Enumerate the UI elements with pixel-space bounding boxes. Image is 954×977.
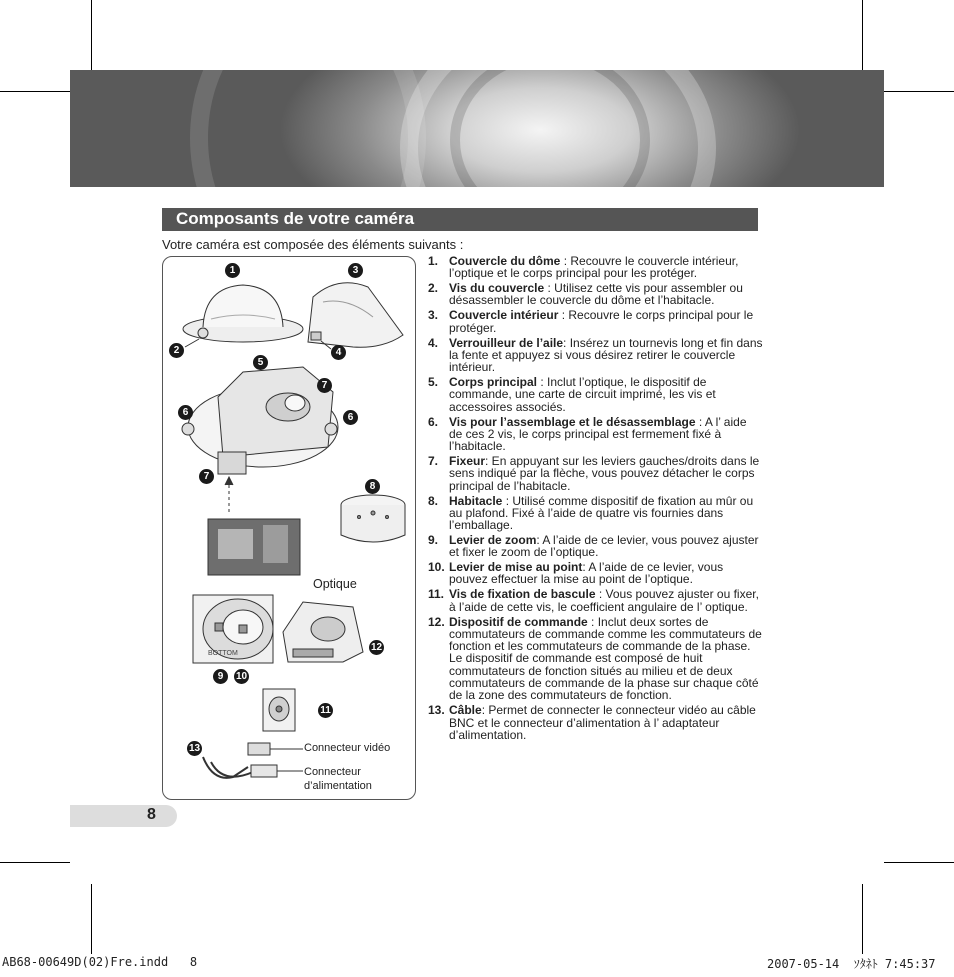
footer-file-info: AB68-00649D(02)Fre.indd 8 <box>2 955 198 969</box>
lens-levers-drawing <box>193 595 273 663</box>
list-item-text <box>449 616 763 702</box>
list-item-number: 11. <box>428 587 445 602</box>
callout-7-top: 7 <box>317 378 332 393</box>
list-item <box>428 704 763 741</box>
list-item-term: Couvercle du dôme <box>449 254 561 268</box>
crop-mark <box>91 0 92 70</box>
list-item-description: : En appuyant sur les leviers gauches/droits dans le sens indiqué par la flèche, vous pouvez détacher le corps principal de l’habitacle. <box>449 454 760 493</box>
crop-mark <box>862 0 863 70</box>
list-item-number: 9. <box>428 532 439 547</box>
callout-11: 11 <box>318 703 333 718</box>
list-item-term: Vis du couvercle <box>449 281 545 296</box>
list-item <box>428 534 763 559</box>
list-item-term: Dispositif de commande <box>449 614 588 629</box>
crop-mark <box>0 862 70 863</box>
callout-2: 2 <box>169 343 184 358</box>
list-item-number: 8. <box>428 493 439 508</box>
list-item-text <box>449 416 763 453</box>
callout-3: 3 <box>348 263 363 278</box>
list-item-term: Corps principal <box>449 375 538 390</box>
callout-13: 13 <box>188 743 201 754</box>
components-figure <box>162 256 416 800</box>
callout-9: 9 <box>213 669 228 684</box>
crop-mark <box>0 91 70 92</box>
list-item-number: 6. <box>428 414 439 429</box>
list-item <box>428 376 763 413</box>
list-item-term: Habitacle <box>449 493 503 508</box>
optique-label: Optique <box>313 577 357 591</box>
main-body-drawing <box>182 367 338 515</box>
housing-drawing <box>341 495 405 542</box>
list-item-text <box>449 704 763 741</box>
list-item-number: 13. <box>428 703 445 718</box>
list-item-number: 10. <box>428 560 445 575</box>
intro-text: Votre caméra est composée des éléments suivants : <box>162 237 464 252</box>
list-item <box>428 588 763 613</box>
callout-10: 10 <box>235 671 248 682</box>
list-item-text <box>449 376 763 413</box>
list-item-description: : A l’aide de ce levier, vous pouvez effectuer la mise au point de l’optique. <box>449 560 724 587</box>
list-item-number: 7. <box>428 454 439 469</box>
video-connector-label: Connecteur vidéo <box>304 742 391 754</box>
callout-8: 8 <box>365 479 380 494</box>
list-item-term: Vis pour l’assemblage et le désassemblage <box>449 414 696 429</box>
power-connector-label-line1: Connecteur <box>304 766 361 778</box>
list-item-text <box>449 495 763 532</box>
callout-7-bottom: 7 <box>199 469 214 484</box>
list-item <box>428 282 763 307</box>
cable-drawing <box>203 743 303 778</box>
list-item-number: 5. <box>428 375 439 390</box>
callout-1: 1 <box>225 263 240 278</box>
list-item <box>428 495 763 532</box>
callout-5: 5 <box>253 355 268 370</box>
list-item-number: 4. <box>428 335 439 350</box>
crop-mark <box>884 91 954 92</box>
list-item-number: 3. <box>428 308 439 323</box>
list-item-term: Couvercle intérieur <box>449 308 559 323</box>
list-item-number: 2. <box>428 281 439 296</box>
list-item <box>428 255 763 280</box>
list-item-description: : Utilisez cette vis pour assembler ou désassembler le couvercle du dôme et l’habitacle. <box>449 281 743 308</box>
section-title: Composants de votre caméra <box>176 209 415 228</box>
header-banner-image <box>70 70 884 187</box>
crop-mark <box>862 884 863 954</box>
list-item <box>428 337 763 374</box>
list-item-description: : Insérez un tournevis long et fin dans la fente et appuyez si vous désirez retirer le couvercle intérieur. <box>449 335 763 375</box>
list-item-description: : Vous pouvez ajuster ou fixer, à l’aide de cette vis, le coefficient angulaire de l’ optique. <box>449 587 759 614</box>
crop-mark <box>91 884 92 954</box>
power-connector-label-line2: d’alimentation <box>304 780 372 792</box>
control-switch-drawing <box>283 602 363 662</box>
list-item <box>428 455 763 492</box>
page-number: 8 <box>147 806 156 823</box>
components-illustration <box>163 257 415 799</box>
list-item-term: Verrouilleur de l’aile <box>449 335 564 350</box>
list-item-description: : Recouvre le corps principal pour le protéger. <box>449 308 754 335</box>
tilt-screw-drawing <box>263 689 295 731</box>
section-title-bar <box>162 208 758 231</box>
list-item-term: Câble <box>449 703 482 718</box>
callout-4: 4 <box>331 345 346 360</box>
list-item-description: : Inclut deux sortes de commutateurs de commande comme les commutateurs de fonction et les commutateurs de commande de la phase. Le dispositif de commande est composé de huit commutateurs de fonction situés au milieu et de deux commutateurs de commande de la phase sur chaque côté de la zone des commutateurs de fonction. <box>449 614 762 703</box>
list-item-description: : Utilisé comme dispositif de fixation au mûr ou au plafond. Fixé à l’aide de quatre vis fournies dans l’emballage. <box>449 493 754 533</box>
list-item-text <box>449 534 763 559</box>
list-item-term: Vis de fixation de bascule <box>449 587 596 602</box>
list-item-term: Levier de mise au point <box>449 560 583 575</box>
list-item-number: 12. <box>428 614 445 629</box>
list-item-text <box>449 255 763 280</box>
list-item <box>428 561 763 586</box>
components-list <box>428 255 763 744</box>
dome-cover-drawing <box>183 285 303 347</box>
list-item-number: 1. <box>428 254 439 268</box>
list-item-description: : Permet de connecter le connecteur vidéo au câble BNC et le connecteur d’alimentation à l’ adaptateur d’alimentation. <box>449 703 756 742</box>
list-item-description: : A l’ aide de ces 2 vis, le corps principal est fermement fixé à l’habitacle. <box>449 414 747 454</box>
list-item-description: : Inclut l’optique, le dispositif de commande, une carte de circuit imprimé, les vis et accessoires associés. <box>449 375 716 414</box>
callout-12: 12 <box>370 642 383 653</box>
list-item <box>428 309 763 334</box>
list-item-term: Fixeur <box>449 454 486 469</box>
list-item-text <box>449 337 763 374</box>
svg-text:BOTTOM: BOTTOM <box>208 650 238 657</box>
list-item-text <box>449 561 763 586</box>
list-item-text <box>449 455 763 492</box>
list-item-text <box>449 588 763 613</box>
callout-6-left: 6 <box>178 405 193 420</box>
list-item <box>428 416 763 453</box>
crop-mark <box>884 862 954 863</box>
list-item <box>428 616 763 702</box>
list-item-text <box>449 309 763 334</box>
list-item-description: : A l’aide de ce levier, vous pouvez ajuster et fixer le zoom de l’optique. <box>449 532 759 560</box>
list-item-term: Levier de zoom <box>449 532 537 547</box>
page-number-badge <box>70 805 177 827</box>
inner-cover-drawing <box>308 283 403 349</box>
callout-6-right: 6 <box>343 410 358 425</box>
list-item-description: : Recouvre le couvercle intérieur, l’optique et le corps principal pour les protéger. <box>449 254 739 281</box>
list-item-text <box>449 282 763 307</box>
footer-timestamp: 2007-05-14 ｿﾀﾈﾄ 7:45:37 <box>767 957 936 971</box>
